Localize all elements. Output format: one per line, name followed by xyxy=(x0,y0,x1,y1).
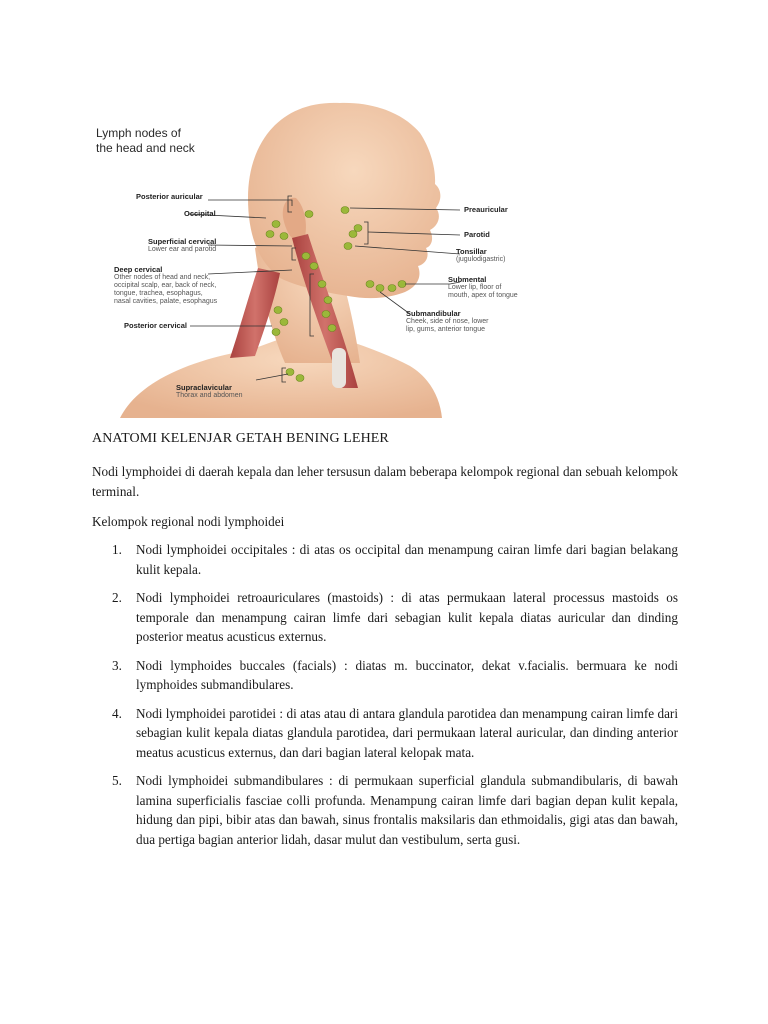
label-subtext: Thorax and abdomen xyxy=(176,392,243,399)
regional-nodes-list xyxy=(92,540,678,858)
label-text: Superficial cervical xyxy=(148,237,217,246)
lymph-nodes-illustration xyxy=(80,88,520,418)
subheading: Kelompok regional nodi lymphoidei xyxy=(92,514,285,529)
clavicle-shape xyxy=(332,348,346,388)
list-item-number: 1. xyxy=(112,542,122,557)
figure-title-line: the head and neck xyxy=(96,141,195,155)
label-text: Submental xyxy=(448,275,487,284)
label-text: Posterior auricular xyxy=(136,192,203,201)
label-deep-cervical xyxy=(114,266,217,306)
label-tonsillar xyxy=(456,248,505,264)
label-subtext: lip, gums, anterior tongue xyxy=(406,326,485,333)
label-text: Tonsillar xyxy=(456,247,487,256)
label-text: Deep cervical xyxy=(114,265,163,274)
label-parotid xyxy=(464,231,490,239)
label-text: Posterior cervical xyxy=(124,321,187,330)
figure-title-line: Lymph nodes of xyxy=(96,126,181,140)
label-occipital xyxy=(184,210,216,218)
list-item xyxy=(92,540,678,579)
label-supraclavicular xyxy=(176,384,243,400)
label-submandibular xyxy=(406,310,489,334)
label-subtext: mouth, apex of tongue xyxy=(448,292,518,299)
label-subtext: occipital scalp, ear, back of neck, xyxy=(114,282,217,289)
label-submental xyxy=(448,276,518,300)
list-item-text: Nodi lymphoidei submandibulares : di permukaan superficial glandula submandibularis, di bawah lamina superficialis fasciae colli profunda. Menampung cairan limfe dari bagian depan kulit kepala, hidung dan pipi, bibir atas dan bawah, sinus frontalis maksilaris dan ethmoidalis, gigi atas dan bawah, dua pertiga bagian anterior lidah, dasar mulut dan vestibulum, serta gusi. xyxy=(136,773,678,847)
label-posterior-cervical xyxy=(124,322,187,330)
list-item-text: Nodi lymphoidei retroauriculares (mastoids) : di atas permukaan lateral processus mastoids os temporale dan menampung cairan limfe dari sebagian kulit kepala diatas auricular dan dinding posterior meatus acusticus externus. xyxy=(136,590,678,644)
label-subtext: Cheek, side of nose, lower xyxy=(406,318,489,325)
label-subtext: Other nodes of head and neck, xyxy=(114,274,211,281)
label-subtext: tongue, trachea, esophagus, xyxy=(114,290,203,297)
head-shape xyxy=(248,103,440,298)
figure-title xyxy=(96,126,236,156)
label-text: Preauricular xyxy=(464,205,508,214)
label-superficial-cervical xyxy=(148,238,216,254)
label-subtext: (jugulodigastric) xyxy=(456,256,506,263)
list-item-number: 3. xyxy=(112,657,122,673)
list-item-text: Nodi lymphoides buccales (facials) : diatas m. buccinator, dekat v.facialis. bermuara ke nodi lymphoides submandibulares. xyxy=(136,657,678,692)
label-subtext: nasal cavities, palate, esophagus xyxy=(114,298,218,305)
label-text: Submandibular xyxy=(406,309,461,318)
list-item-text: Nodi lymphoidei occipitales : di atas os occipital dan menampung cairan limfe dari bagian belakang kulit kepala. xyxy=(136,542,678,577)
list-item xyxy=(92,656,678,695)
label-text: Parotid xyxy=(464,230,490,239)
label-text: Supraclavicular xyxy=(176,383,232,392)
list-item-number: 4. xyxy=(112,705,122,721)
label-posterior-auricular xyxy=(136,193,203,201)
label-preauricular xyxy=(464,206,508,214)
label-subtext: Lower ear and parotid xyxy=(148,246,217,253)
list-item-text: Nodi lymphoidei parotidei : di atas atau di antara glandula parotidea dan menampung cairan limfe dari sebagian kulit kepala diatas glandula parotidea, dari permukaan lateral auricular, dan dinding anterior meatus acusticus externus, dan dari bagian lateral kelopak mata. xyxy=(136,705,678,760)
list-item xyxy=(92,704,678,763)
label-text: Occipital xyxy=(184,209,216,218)
label-subtext: Lower lip, floor of xyxy=(448,284,502,291)
list-item-number: 2. xyxy=(112,590,122,605)
list-item xyxy=(92,771,678,849)
list-item-number: 5. xyxy=(112,773,122,788)
list-item xyxy=(92,588,678,647)
intro-paragraph: Nodi lymphoidei di daerah kepala dan leher tersusun dalam beberapa kelompok regional dan sebuah kelompok terminal. xyxy=(92,464,678,499)
document-title: ANATOMI KELENJAR GETAH BENING LEHER xyxy=(92,431,389,446)
